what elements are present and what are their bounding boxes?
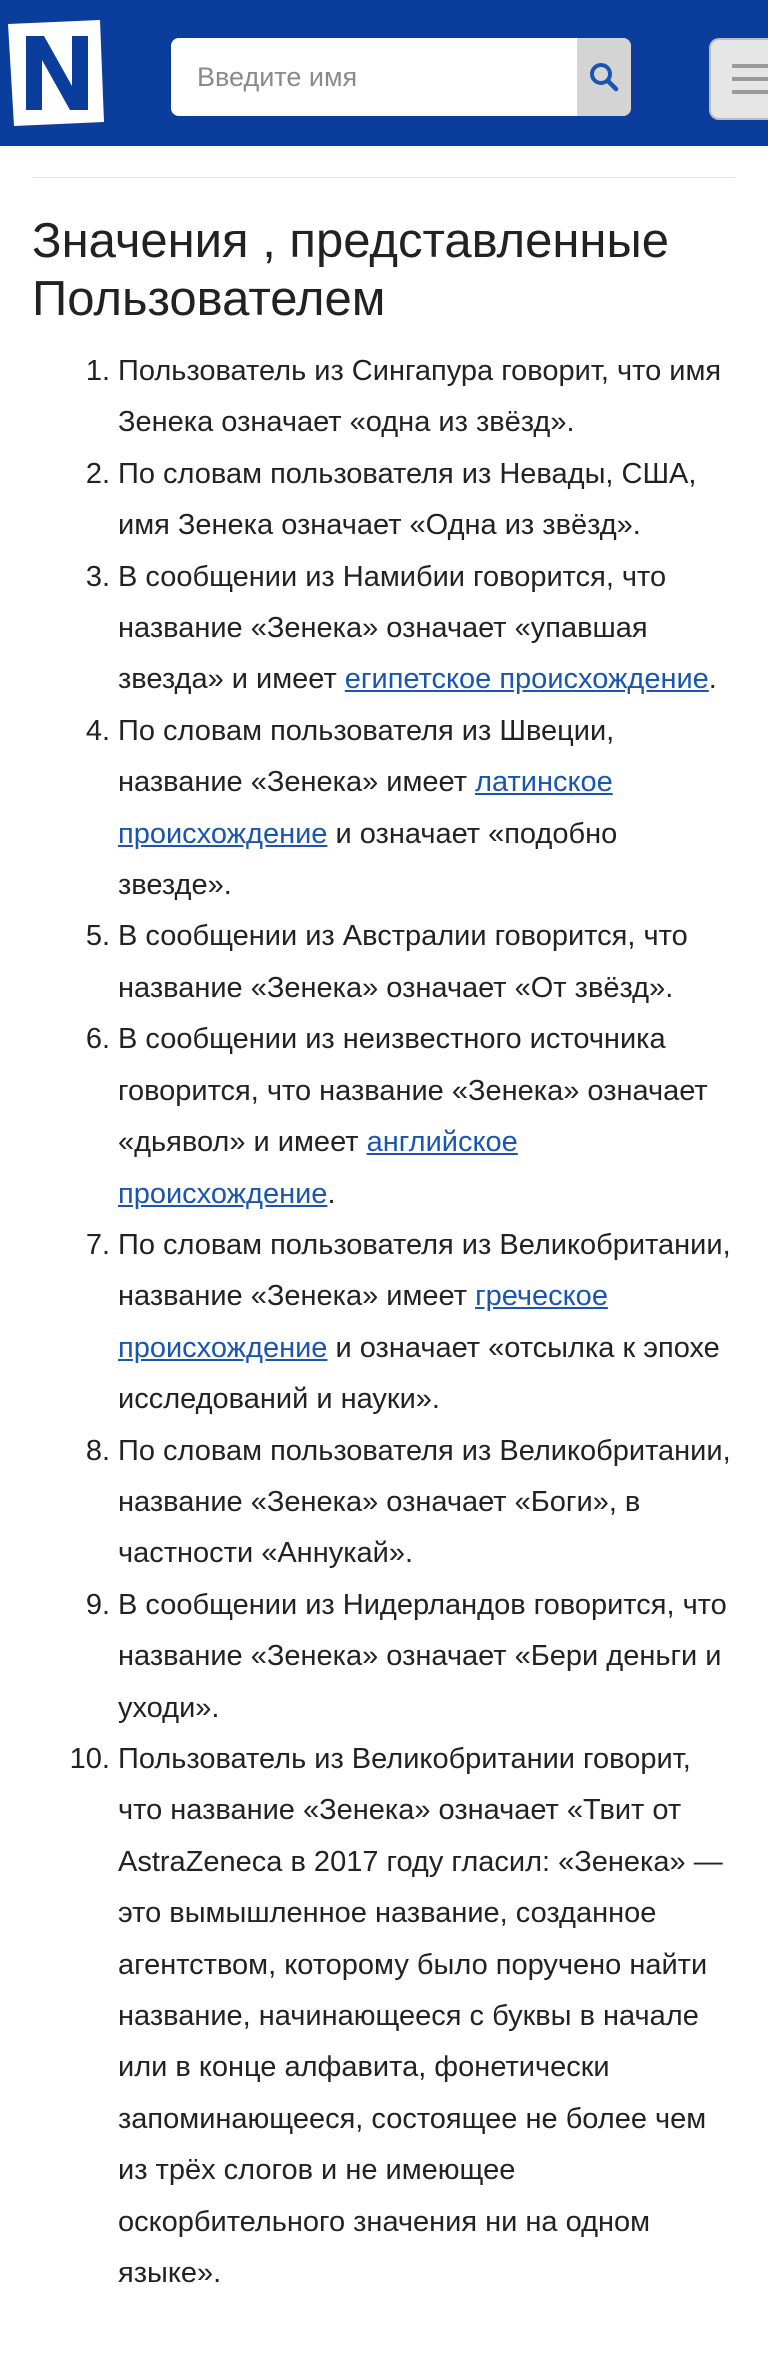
list-item — [85, 706, 738, 912]
origin-link[interactable]: латинское происхождение — [118, 766, 613, 850]
item-number: 3. — [85, 560, 110, 593]
divider — [33, 177, 735, 178]
search-input[interactable] — [171, 38, 577, 116]
item-number: 8. — [85, 1434, 110, 1467]
item-text: В сообщении из Нидерландов говорится, что название «Зенека» означает «Бери деньги и уходи». — [118, 1588, 727, 1724]
meanings-list — [0, 346, 738, 2299]
main-content — [0, 212, 768, 2299]
item-text: В сообщении из неизвестного источника говорится, что название «Зенека» означает «дьявол» и имеет — [118, 1023, 708, 1159]
item-number: 7. — [85, 1228, 110, 1261]
item-number: 5. — [85, 920, 110, 953]
item-number: 6. — [85, 1023, 110, 1056]
origin-link[interactable]: английское происхождение — [118, 1126, 518, 1210]
site-logo[interactable] — [6, 18, 106, 128]
item-text: По словам пользователя из Швеции, название «Зенека» имеет — [118, 714, 615, 799]
origin-link[interactable]: греческое происхождение — [118, 1280, 608, 1364]
item-text: В сообщении из Намибии говорится, что название «Зенека» означает «упавшая звезда» и имеет — [118, 560, 667, 696]
list-item — [85, 1580, 738, 1734]
item-text: Пользователь из Великобритании говорит, что название «Зенека» означает «Твит от AstraZeneca в 2017 году гласил: «Зенека» — это вымышленное название, созданное агентством, которому было поручено найти название, начинающееся с буквы в начале или в конце алфавита, фонетически запоминающееся, состоящее не более чем из трёх слогов и не имеющее оскорбительного значения ни на одном языке». — [118, 1742, 723, 2290]
hamburger-menu-icon — [726, 62, 768, 96]
item-text: По словам пользователя из Невады, США, имя Зенека означает «Одна из звёзд». — [118, 457, 697, 542]
item-number: 2. — [85, 457, 110, 490]
search-icon — [588, 61, 620, 93]
list-item — [85, 1014, 738, 1220]
item-text: По словам пользователя из Великобритании, название «Зенека» имеет — [118, 1228, 731, 1313]
item-number: 1. — [85, 355, 110, 387]
logo-n-icon — [6, 18, 106, 128]
item-text-after: . — [708, 663, 717, 696]
list-item — [85, 1426, 738, 1580]
list-item — [85, 552, 738, 706]
list-item — [85, 1220, 738, 1426]
search-button[interactable] — [577, 38, 631, 116]
list-item — [85, 346, 738, 449]
menu-button[interactable] — [709, 38, 768, 120]
item-text: Пользователь из Сингапура говорит, что имя Зенека означает «одна из звёзд». — [118, 355, 722, 439]
list-item — [85, 449, 738, 552]
item-text-after: и означает «подобно звезде». — [118, 817, 618, 902]
list-item — [69, 1734, 738, 2299]
item-text-after: и означает «отсылка к эпохе исследований и науки». — [118, 1331, 720, 1416]
item-number: 10. — [69, 1742, 110, 1775]
origin-link[interactable]: египетское происхождение — [344, 663, 709, 696]
item-text: По словам пользователя из Великобритании, название «Зенека» означает «Боги», в частности «Аннукай». — [118, 1434, 731, 1570]
site-header — [0, 0, 768, 146]
item-number: 4. — [85, 714, 110, 747]
search-box — [171, 38, 631, 116]
page-title: Значения , представленные Пользователем — [32, 214, 669, 326]
item-text: В сообщении из Австралии говорится, что название «Зенека» означает «От звёзд». — [118, 920, 688, 1004]
item-number: 9. — [85, 1588, 110, 1621]
item-text-after: . — [327, 1177, 336, 1210]
list-item — [85, 911, 738, 1014]
